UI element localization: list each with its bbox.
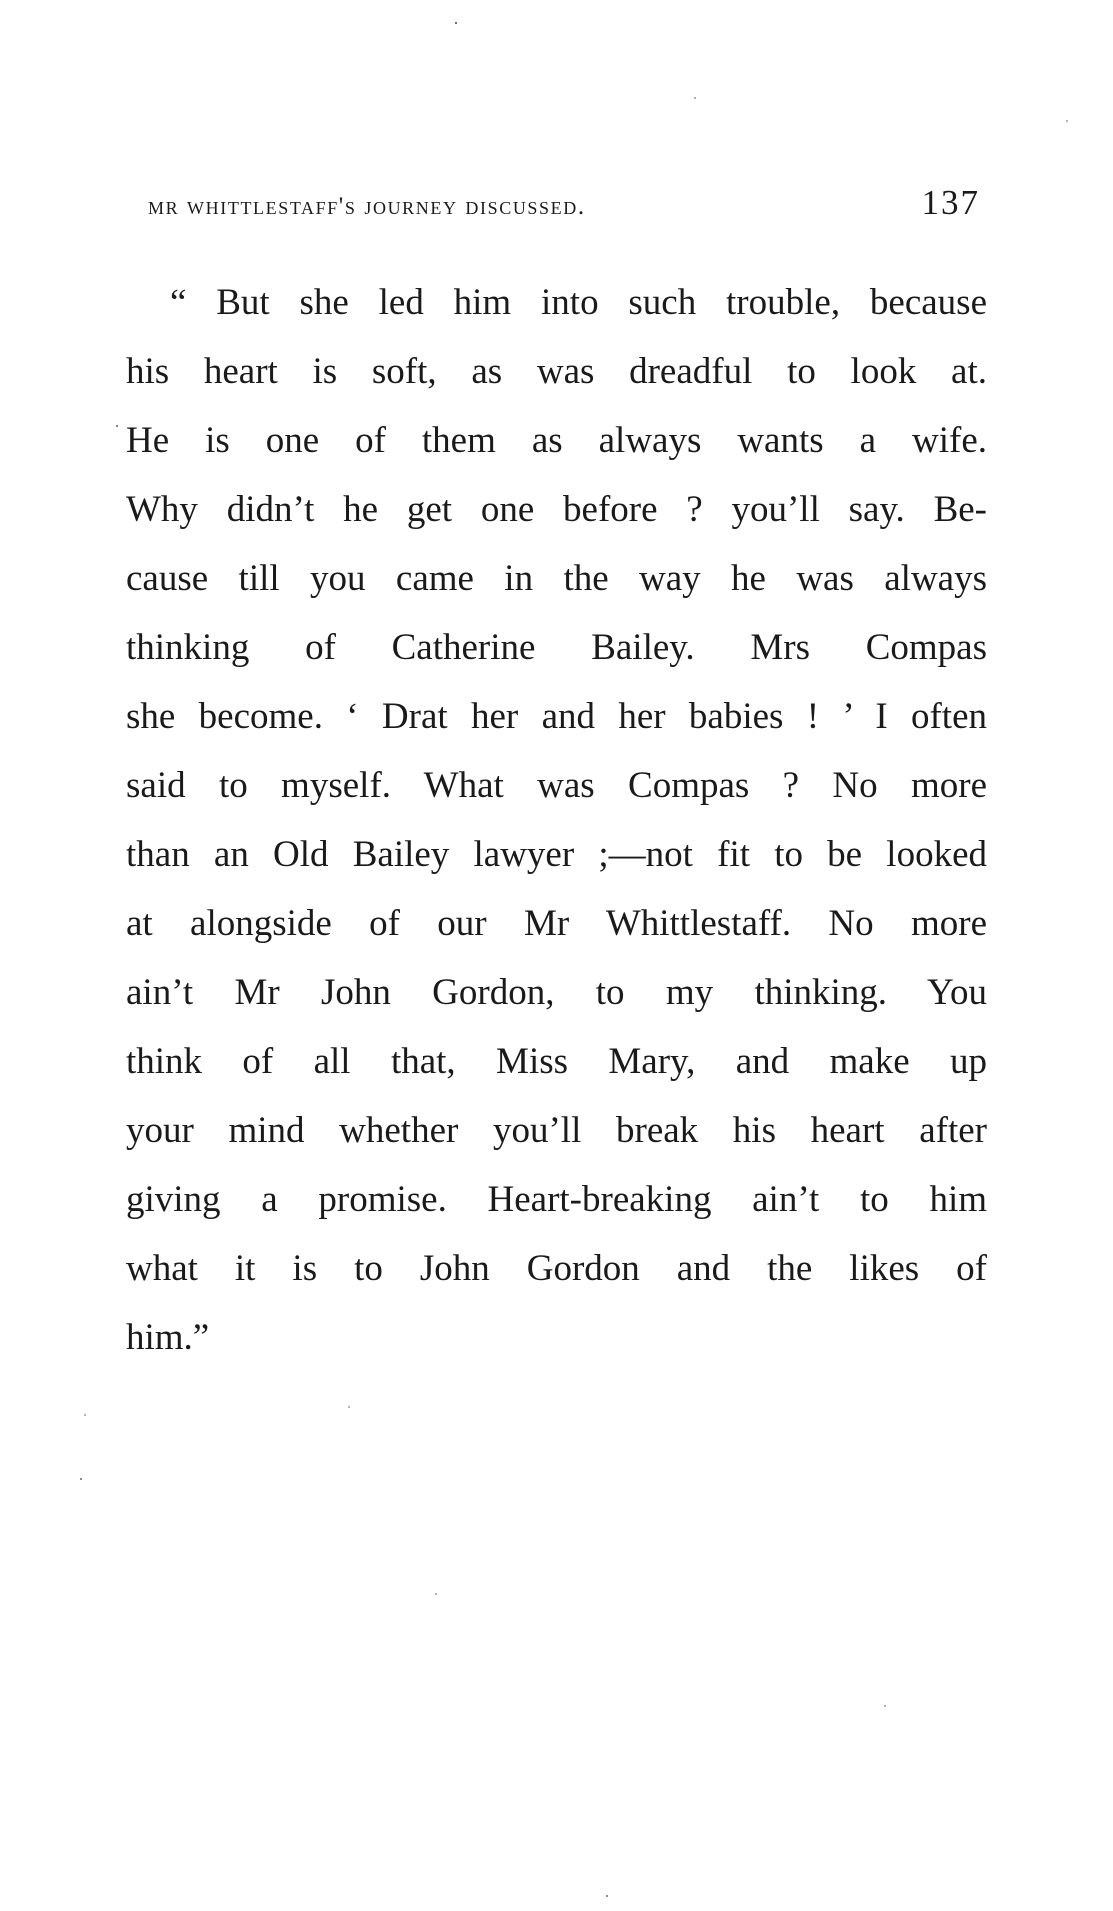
text-line: what it is to John Gordon and the likes of <box>126 1248 987 1289</box>
paper-speck <box>435 1593 437 1595</box>
text-line: He is one of them as always wants a wife. <box>126 420 987 461</box>
paper-speck <box>884 1705 886 1707</box>
paper-speck <box>84 1414 86 1416</box>
text-line: than an Old Bailey lawyer ;—not fit to be looked <box>126 834 987 875</box>
body-text <box>126 268 987 1372</box>
page-number: 137 <box>921 183 980 222</box>
text-line: “ But she led him into such trouble, because <box>170 282 987 323</box>
paper-speck <box>606 1895 608 1897</box>
text-line: him.” <box>126 1317 210 1358</box>
text-line: think of all that, Miss Mary, and make up <box>126 1041 987 1082</box>
text-line: your mind whether you’ll break his heart after <box>126 1110 987 1151</box>
paper-speck <box>1066 120 1068 122</box>
paper-speck <box>116 425 118 427</box>
paper-speck <box>80 1478 82 1480</box>
text-line: said to myself. What was Compas ? No more <box>126 765 987 806</box>
text-line: she become. ‘ Drat her and her babies ! ’ I often <box>126 696 987 737</box>
running-title: mr whittlestaff's journey discussed. <box>148 193 586 220</box>
running-header <box>148 183 980 227</box>
text-line: at alongside of our Mr Whittlestaff. No more <box>126 903 987 944</box>
paper-speck <box>694 97 696 99</box>
text-line: thinking of Catherine Bailey. Mrs Compas <box>126 627 987 668</box>
text-line: ain’t Mr John Gordon, to my thinking. You <box>126 972 987 1013</box>
paper-speck <box>455 22 457 24</box>
text-line: Why didn’t he get one before ? you’ll say. Be- <box>126 489 987 530</box>
text-line: his heart is soft, as was dreadful to look at. <box>126 351 987 392</box>
text-line: cause till you came in the way he was always <box>126 558 987 599</box>
text-line: giving a promise. Heart-breaking ain’t to him <box>126 1179 987 1220</box>
paper-speck <box>348 1406 350 1408</box>
